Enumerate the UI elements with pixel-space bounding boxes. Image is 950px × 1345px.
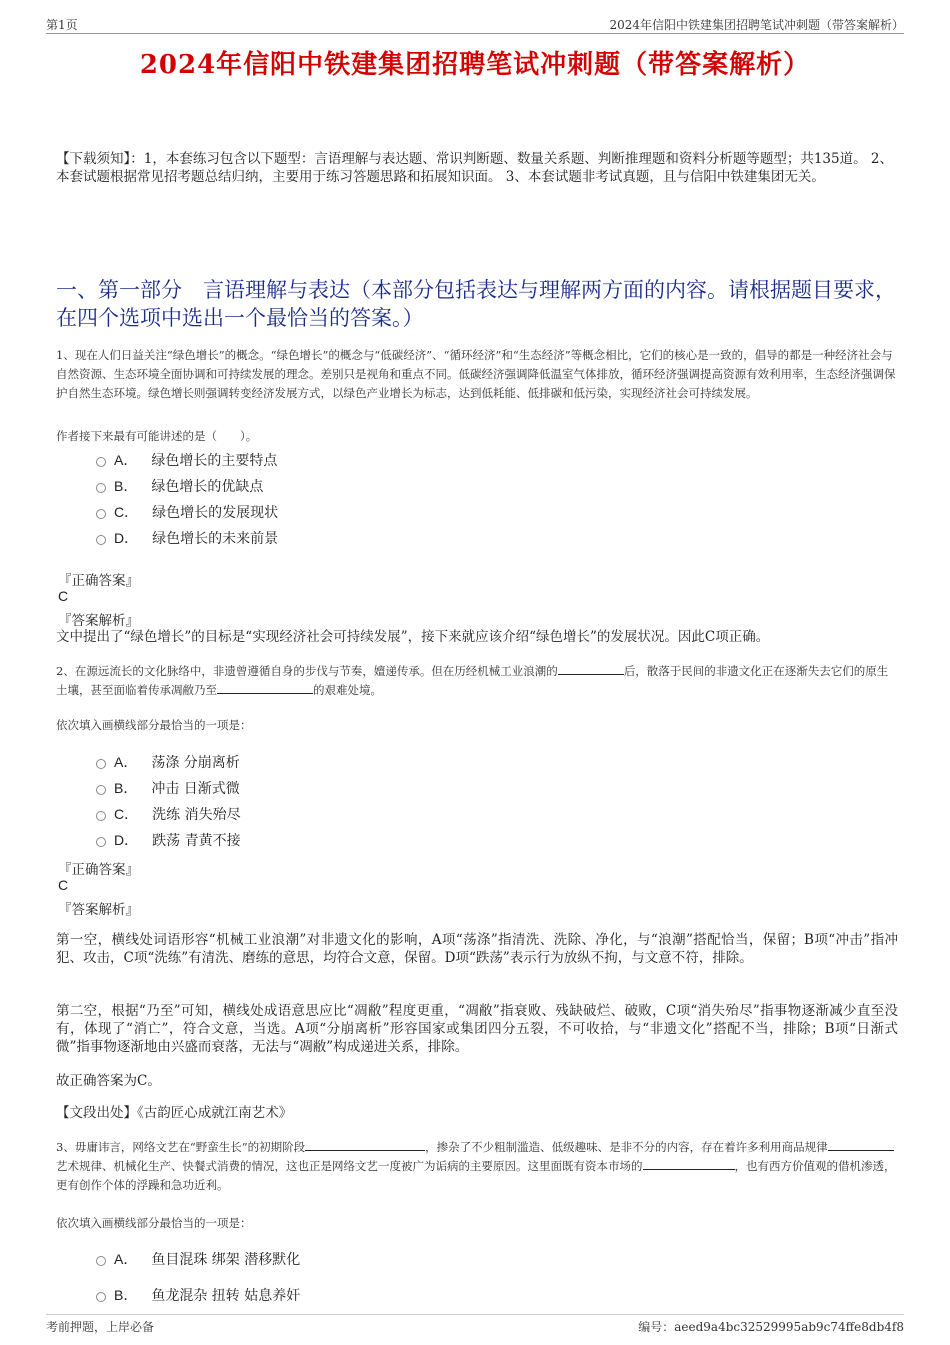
q2-analysis-p2: 第二空，根据“乃至”可知，横线处成语意思应比“凋敝”程度更重，“凋敝”指衰败、残缺破烂、破败，C项“消失殆尽”指事物逐渐减少直至没有，体现了“消亡”，符合文意，当选。A项“分崩离析”形容国家或集团四分五裂，不可收拾，与“非遗文化”搭配不当，排除；B项“日渐式微”指事物逐渐地由兴盛而衰落，无法与“凋敝”构成递进关系，排除。	[56, 1003, 898, 1055]
question-3-prompt: 依次填入画横线部分最恰当的一项是：	[56, 1216, 252, 1230]
q2-analysis-p3: 故正确答案为C。	[56, 1073, 161, 1089]
radio-icon[interactable]	[96, 457, 106, 467]
q1-option-a[interactable]: A． 绿色增长的主要特点	[96, 450, 277, 470]
q1-analysis-label: 『答案解析』	[58, 613, 139, 629]
q1-answer-label: 『正确答案』	[58, 573, 139, 589]
question-3-stem: 3、毋庸讳言，网络文艺在“野蛮生长”的初期阶段 ，掺杂了不少粗制滥造、低级趣味、是非不分的内容，存在着许多利用商品规律艺术规律、机械化生产、快餐式消费的情况，这也正是网络文艺一度被广为诟病的主要原因。这里面既有资本市场的 ，也有西方价值观的借机渗透，更有创作个体的浮躁和急功近利。	[56, 1140, 896, 1192]
page-footer	[46, 1314, 904, 1334]
fill-blank-2	[217, 682, 313, 694]
footer-doc-id: 编号：aeed9a4bc32529995ab9c74ffe8db4f8	[638, 1320, 904, 1334]
q2-option-d[interactable]: D． 跌荡 青黄不接	[96, 830, 241, 850]
q2-option-b[interactable]: B． 冲击 日渐式微	[96, 778, 240, 798]
q2-option-c[interactable]: C． 洗练 消失殆尽	[96, 804, 241, 824]
radio-icon[interactable]	[96, 785, 106, 795]
q2-option-a[interactable]: A． 荡涤 分崩离析	[96, 752, 240, 772]
fill-blank-1	[305, 1139, 425, 1151]
q3-option-a[interactable]: A． 鱼目混珠 绑架 潜移默化	[96, 1249, 300, 1269]
footer-slogan: 考前押题，上岸必备	[46, 1320, 155, 1334]
radio-icon[interactable]	[96, 1256, 106, 1266]
radio-icon[interactable]	[96, 1292, 106, 1302]
q2-source: 【文段出处】《古韵匠心成就江南艺术》	[56, 1105, 293, 1121]
page-title: 2024年信阳中铁建集团招聘笔试冲刺题（带答案解析）	[139, 50, 811, 80]
q1-answer: C	[58, 588, 69, 604]
q1-option-d[interactable]: D． 绿色增长的未来前景	[96, 528, 278, 548]
q3-option-b[interactable]: B． 鱼龙混杂 扭转 姑息养奸	[96, 1285, 300, 1305]
q2-answer-label: 『正确答案』	[58, 862, 139, 878]
header-doc-title: 2024年信阳中铁建集团招聘笔试冲刺题（带答案解析）	[609, 18, 904, 32]
question-2-prompt: 依次填入画横线部分最恰当的一项是：	[56, 718, 252, 732]
q1-analysis: 文中提出了“绿色增长”的目标是“实现经济社会可持续发展”，接下来就应该介绍“绿色增长”的发展状况。因此C项正确。	[56, 629, 770, 645]
radio-icon[interactable]	[96, 483, 106, 493]
fill-blank-3	[643, 1158, 735, 1170]
section-heading: 一、第一部分 言语理解与表达（本部分包括表达与理解两方面的内容。请根据题目要求，在四个选项中选出一个最恰当的答案。）	[56, 278, 896, 330]
question-1-stem: 1、现在人们日益关注“绿色增长”的概念。“绿色增长”的概念与“低碳经济”、“循环经济”和“生态经济”等概念相比，它们的核心是一致的，倡导的都是一种经济社会与自然资源、生态环境全面协调和可持续发展的理念。差别只是视角和重点不同。低碳经济强调降低温室气体排放，循环经济强调提高资源有效利用率，生态经济强调保护自然生态环境。绿色增长则强调转变经济发展方式，以绿色产业增长为标志，达到低耗能、低排碳和低污染，实现经济社会可持续发展。	[56, 348, 896, 400]
radio-icon[interactable]	[96, 759, 106, 769]
question-2-stem: 2、在源远流长的文化脉络中，非遗曾遵循自身的步伐与节奏，嬗递传承。但在历经机械工业浪潮的 后，散落于民间的非遗文化正在逐渐失去它们的原生土壤，甚至面临着传承凋敝乃至 的艰难处境。	[56, 664, 889, 697]
q2-analysis-label: 『答案解析』	[58, 902, 139, 918]
q2-analysis-p1: 第一空，横线处词语形容“机械工业浪潮”对非遗文化的影响，A项“荡涤”指清洗、洗除、净化，与“浪潮”搭配恰当，保留；B项“冲击”指冲犯、攻击，C项“洗练”有清洗、磨练的意思，均符合文意，保留。D项“跌荡”表示行为放纵不拘，与文意不符，排除。	[56, 932, 898, 966]
q1-option-c[interactable]: C． 绿色增长的发展现状	[96, 502, 278, 522]
radio-icon[interactable]	[96, 535, 106, 545]
fill-blank-2	[828, 1139, 894, 1151]
page-number: 第1页	[46, 18, 78, 32]
radio-icon[interactable]	[96, 509, 106, 519]
download-notice: 【下载须知】：1，本套练习包含以下题型：言语理解与表达题、常识判断题、数量关系题、判断推理题和资料分析题等题型；共135道。 2、本套试题根据常见招考题总结归纳，主要用于练习答题思路和拓展知识面。 3、本套试题非考试真题，且与信阳中铁建集团无关。	[56, 151, 893, 185]
fill-blank-1	[558, 663, 624, 675]
q2-answer: C	[58, 877, 69, 893]
page-header	[46, 14, 904, 34]
radio-icon[interactable]	[96, 811, 106, 821]
question-1-prompt: 作者接下来最有可能讲述的是（ ）。	[56, 429, 258, 443]
q1-option-b[interactable]: B． 绿色增长的优缺点	[96, 476, 263, 496]
radio-icon[interactable]	[96, 837, 106, 847]
